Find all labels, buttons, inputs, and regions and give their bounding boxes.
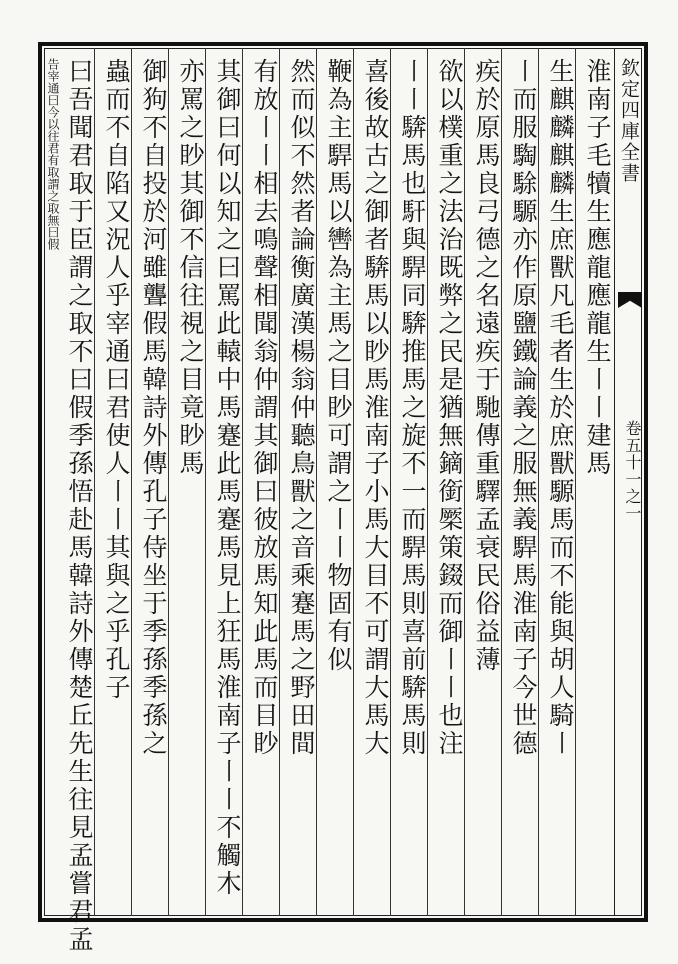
text-column: 〡〡𩣺馬也馯與駻同𩣺推馬之旋不一而駻馬則喜前𩣺馬則 — [398, 58, 427, 758]
margin-title: 欽定四庫全書 — [618, 58, 640, 184]
text-column: 其御曰何以知之曰罵此轅中馬蹇此馬蹇馬見上狂馬淮南子〡〡不觸木 — [213, 58, 242, 898]
text-column: 〡而服騊駼騵亦作原鹽鐵論義之服無義駻馬淮南子今世德 — [509, 58, 538, 758]
text-column: 蟲而不自陷又況人乎宰通曰君使人〡〡其與之乎孔子 — [102, 58, 131, 702]
text-column: 有放〡〡相去鳴聲相聞翁仲謂其御曰彼放馬知此馬而目眇 — [250, 58, 279, 758]
text-column: 告宰通曰今以往君有取謂之取無曰假 — [46, 58, 60, 250]
text-column: 生麒麟麒麟生庶獸凡毛者生於庶獸騵馬而不能與胡人騎〡 — [546, 58, 575, 758]
text-column: 然而似不然者論衡廣漢楊翁仲聽鳥獸之音乘蹇馬之野田間 — [287, 58, 316, 758]
text-column: 曰吾聞君取于臣謂之取不曰假季孫悟赴馬韓詩外傳楚丘先生往見孟嘗君孟 — [65, 58, 94, 954]
text-column: 喜後故古之御者𩣺馬以眇馬淮南子小馬大目不可謂大馬大 — [361, 58, 390, 758]
text-column: 欲以樸重之法治既弊之民是猶無鏑銜橜策錣而御〡〡也注 — [435, 58, 464, 758]
text-column: 亦罵之眇其御不信往視之目竟眇馬 — [176, 58, 205, 478]
text-column: 御狗不自投於河雖聾假馬韓詩外傳孔子侍坐于季孫季孫之 — [139, 58, 168, 758]
text-column: 淮南子毛犢生應龍應龍生〡〡建馬 — [583, 58, 612, 478]
volume-label: 卷五十一之一 — [623, 420, 642, 522]
text-column: 鞭為主駻馬以轡為主馬之目眇可謂之〡〡物固有似 — [324, 58, 353, 674]
text-column: 疾於原馬良弓德之名遠疾于馳傳重驛孟衰民俗益薄 — [472, 58, 501, 674]
